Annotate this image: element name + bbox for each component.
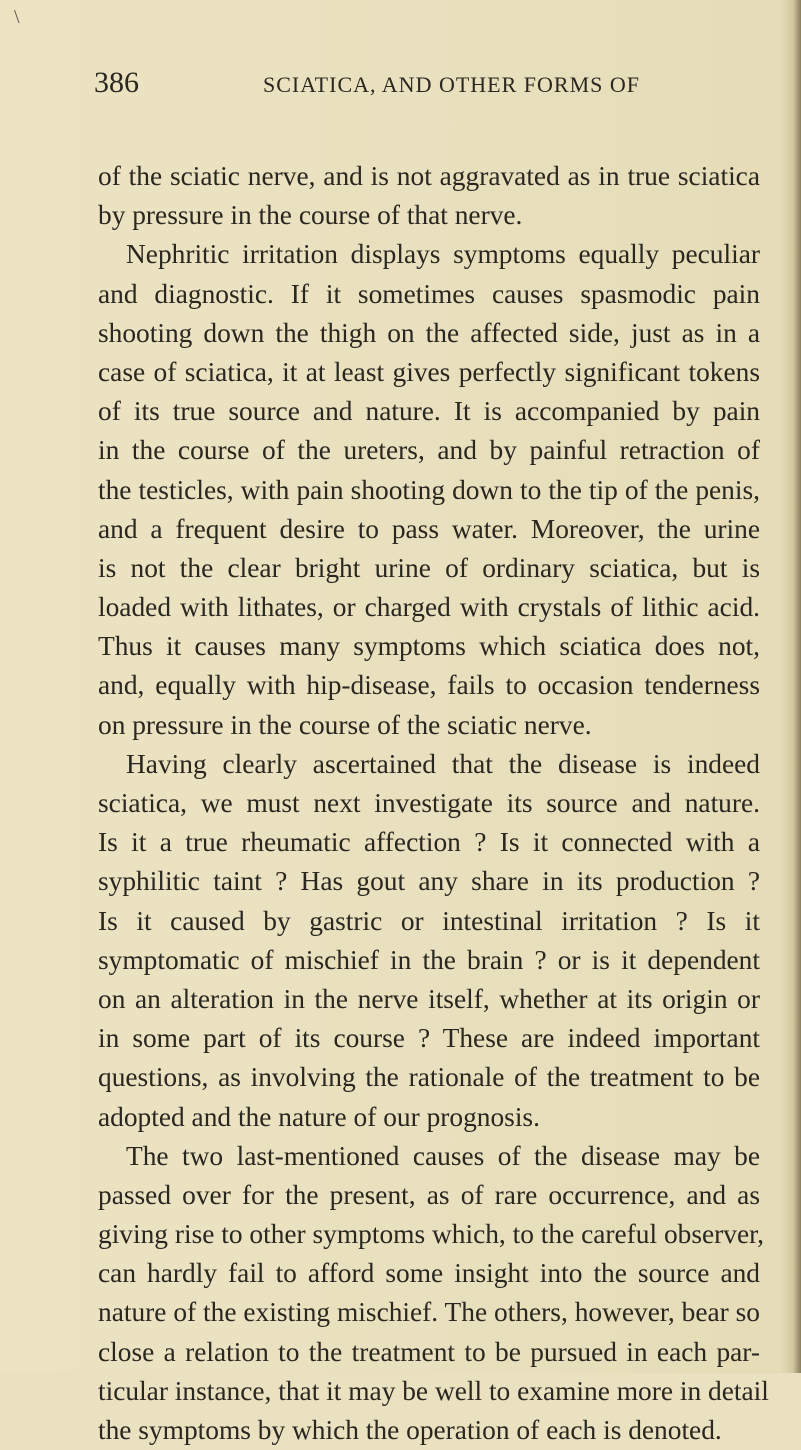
running-head: SCIATICA, AND OTHER FORMS OF	[263, 72, 641, 97]
text-line: passed over for the present, as of rare occurrence, and as	[98, 1179, 760, 1210]
text-line: of its true source and nature. It is accompanied by pain	[98, 396, 760, 427]
text-line: is not the clear bright urine of ordinary sciatica, but is	[98, 552, 760, 583]
paragraph-start-line: The two last-mentioned causes of the disease may be	[126, 1140, 760, 1171]
text-line: of the sciatic nerve, and is not aggravated as in true sciatica	[98, 161, 760, 191]
text-line: nature of the existing mischief. The others, however, bear so	[98, 1297, 760, 1328]
text-line: the testicles, with pain shooting down to the tip of the penis,	[98, 474, 760, 505]
text-line: on pressure in the course of the sciatic nerve.	[98, 709, 592, 740]
text-line: giving rise to other symptoms which, to the careful observer,	[98, 1219, 765, 1250]
text-line: symptomatic of mischief in the brain ? or is it dependent	[98, 944, 760, 975]
page-number: 386	[94, 66, 139, 99]
text-line: can hardly fail to afford some insight into the source and	[98, 1258, 760, 1289]
text-line: questions, as involving the rationale of the treatment to be	[98, 1062, 760, 1093]
text-line: and diagnostic. If it sometimes causes spasmodic pain	[98, 278, 760, 309]
text-line: in the course of the ureters, and by painful retraction of	[98, 435, 760, 466]
text-line: sciatica, we must next investigate its source and nature.	[98, 788, 760, 818]
text-line: Is it caused by gastric or intestinal irritation ? Is it	[98, 905, 760, 936]
text-line: in some part of its course ? These are indeed important	[98, 1023, 760, 1054]
text-line: Thus it causes many symptoms which sciatica does not,	[98, 631, 760, 662]
text-line: close a relation to the treatment to be pursued in each par-	[98, 1336, 760, 1367]
text-line: ticular instance, that it may be well to examine more in detail	[98, 1375, 769, 1406]
text-line: on an alteration in the nerve itself, whether at its origin or	[98, 983, 760, 1014]
text-line: loaded with lithates, or charged with crystals of lithic acid.	[98, 592, 760, 623]
paragraph-start-line: Nephritic irritation displays symptoms equally peculiar	[126, 239, 760, 270]
text-line: and a frequent desire to pass water. Moreover, the urine	[98, 513, 760, 544]
text-line: adopted and the nature of our prognosis.	[98, 1101, 540, 1132]
text-line: the symptoms by which the operation of each is denoted.	[98, 1415, 722, 1445]
text-line: syphilitic taint ? Has gout any share in its production ?	[98, 866, 760, 897]
text-line: case of sciatica, it at least gives perfectly significant tokens	[98, 356, 760, 387]
text-line: shooting down the thigh on the affected side, just as in a	[98, 317, 760, 348]
paragraph-start-line: Having clearly ascertained that the disease is indeed	[126, 748, 760, 779]
text-line: by pressure in the course of that nerve.	[98, 200, 523, 231]
body-text	[98, 157, 769, 1450]
text-line: and, equally with hip-disease, fails to occasion tenderness	[98, 670, 760, 701]
corner-mark: \	[14, 6, 20, 28]
page-edge-shadow	[781, 0, 801, 1373]
text-line: Is it a true rheumatic affection ? Is it connected with a	[98, 827, 760, 858]
